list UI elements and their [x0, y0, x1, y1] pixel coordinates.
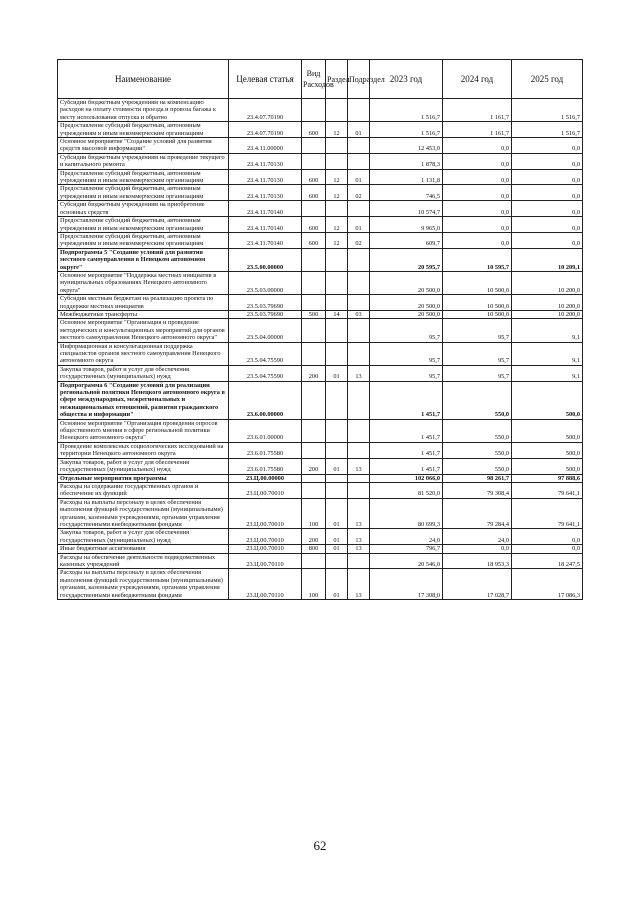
table-row: [58, 169, 583, 185]
table-row: [58, 482, 583, 498]
row-target-code: 23.4.07.70190: [229, 122, 302, 138]
row-subsection: [348, 342, 370, 365]
row-expense-type: [302, 381, 326, 419]
row-value-2024: 0,0: [443, 201, 512, 217]
row-value-2025: 9,1: [512, 342, 583, 365]
row-target-code: 23.6.01.00000: [229, 419, 302, 442]
row-name: Подпрограмма 6 "Создание условий для реализации региональной политики Ненецкого автономного округа в сфере международных, межрегиональных и межнациональных отношений, развития гражданского общества и информации": [58, 381, 229, 419]
table-row: [58, 342, 583, 365]
row-target-code: 23.Ц.00.70010: [229, 545, 302, 553]
row-subsection: 01: [348, 122, 370, 138]
row-name: Предоставление субсидий бюджетным, автономным учреждениям и иным некоммерческим организациям: [58, 217, 229, 233]
row-name: Основное мероприятие "Организация и проведение методических и консультационных мероприятий для органов местного самоуправления Ненецкого автономного округа": [58, 319, 229, 342]
row-value-2023: 95,7: [370, 365, 443, 381]
row-value-2023: 20 595,7: [370, 248, 443, 271]
table-row: [58, 122, 583, 138]
row-section: 12: [326, 232, 348, 248]
row-value-2023: 746,5: [370, 185, 443, 201]
row-value-2025: 0,0: [512, 138, 583, 154]
row-value-2024: 18 953,3: [443, 553, 512, 569]
row-value-2023: 1 131,8: [370, 169, 443, 185]
row-value-2024: 24,0: [443, 529, 512, 545]
header-target: Целевая статья: [229, 60, 302, 99]
row-subsection: [348, 99, 370, 122]
row-section: [326, 442, 348, 458]
row-subsection: 03: [348, 310, 370, 318]
row-target-code: 23.4.11.70130: [229, 185, 302, 201]
row-subsection: [348, 381, 370, 419]
row-value-2025: 0,0: [512, 545, 583, 553]
row-target-code: 23.4.11.70140: [229, 232, 302, 248]
row-section: [326, 553, 348, 569]
row-value-2024: 550,0: [443, 458, 512, 474]
row-value-2023: 95,7: [370, 319, 443, 342]
table-row: [58, 553, 583, 569]
row-target-code: 23.5.04.75590: [229, 342, 302, 365]
row-value-2024: 79 308,4: [443, 482, 512, 498]
header-2023: 2023 год: [370, 60, 443, 99]
row-value-2024: 0,0: [443, 545, 512, 553]
row-section: [326, 419, 348, 442]
table-row: [58, 232, 583, 248]
row-expense-type: [302, 201, 326, 217]
row-value-2023: 20 546,0: [370, 553, 443, 569]
row-value-2025: 0,0: [512, 169, 583, 185]
row-value-2023: 20 500,0: [370, 271, 443, 294]
table-row: [58, 498, 583, 529]
row-subsection: [348, 482, 370, 498]
table-row: [58, 217, 583, 233]
row-value-2025: 0,0: [512, 153, 583, 169]
row-target-code: 23.5.03.79690: [229, 310, 302, 318]
row-value-2023: 1 451,7: [370, 381, 443, 419]
row-name: Предоставление субсидий бюджетным, автономным учреждениям и иным некоммерческим организациям: [58, 169, 229, 185]
row-expense-type: 600: [302, 232, 326, 248]
row-name: Предоставление субсидий бюджетным, автономным учреждениям и иным некоммерческим организациям: [58, 122, 229, 138]
row-subsection: 02: [348, 232, 370, 248]
row-section: [326, 201, 348, 217]
budget-table: [57, 59, 583, 600]
row-name: Субсидии бюджетным учреждениям на приобретение основных средств: [58, 201, 229, 217]
row-value-2024: 95,7: [443, 342, 512, 365]
row-value-2024: 0,0: [443, 185, 512, 201]
row-target-code: 23.Ц.00.70110: [229, 553, 302, 569]
row-value-2024: 1 161,7: [443, 99, 512, 122]
row-expense-type: 500: [302, 310, 326, 318]
row-expense-type: [302, 99, 326, 122]
row-value-2024: 17 028,7: [443, 569, 512, 600]
row-value-2025: 1 516,7: [512, 122, 583, 138]
row-name: Информационная и консультационная поддержка специалистов органов местного самоуправления Ненецкого автономного округа: [58, 342, 229, 365]
row-expense-type: 600: [302, 185, 326, 201]
row-value-2024: 95,7: [443, 319, 512, 342]
row-expense-type: [302, 153, 326, 169]
row-value-2023: 796,7: [370, 545, 443, 553]
row-section: 12: [326, 185, 348, 201]
row-section: 12: [326, 122, 348, 138]
row-value-2025: 10 200,0: [512, 310, 583, 318]
table-row: [58, 545, 583, 553]
row-value-2025: 17 086,3: [512, 569, 583, 600]
table-row: [58, 138, 583, 154]
row-section: 01: [326, 498, 348, 529]
row-section: [326, 482, 348, 498]
row-name: Проведение комплексных социологических исследований на территории Ненецкого автономного округа: [58, 442, 229, 458]
row-name: Закупка товаров, работ и услуг для обеспечения государственных (муниципальных) нужд: [58, 365, 229, 381]
row-value-2024: 0,0: [443, 138, 512, 154]
row-expense-type: 200: [302, 458, 326, 474]
row-section: [326, 153, 348, 169]
row-subsection: 02: [348, 185, 370, 201]
header-expense-type: Вид Расходов: [302, 60, 326, 99]
row-section: 01: [326, 365, 348, 381]
table-row: [58, 529, 583, 545]
row-name: Отдельные мероприятия программы: [58, 474, 229, 482]
row-expense-type: [302, 419, 326, 442]
row-name: Основное мероприятие "Поддержка местных инициатив в муниципальных образованиях Ненецкого автономного округа": [58, 271, 229, 294]
row-expense-type: [302, 553, 326, 569]
row-name: Основное мероприятие "Организация проведения опросов общественного мнения в сфере региональной политики Ненецкого автономного округа": [58, 419, 229, 442]
row-value-2025: 0,0: [512, 201, 583, 217]
row-expense-type: [302, 138, 326, 154]
row-target-code: 23.Ц.00.70010: [229, 529, 302, 545]
row-target-code: 23.6.00.00000: [229, 381, 302, 419]
row-section: [326, 271, 348, 294]
row-value-2024: 0,0: [443, 169, 512, 185]
row-value-2023: 1 451,7: [370, 442, 443, 458]
row-target-code: 23.Ц.00.70010: [229, 498, 302, 529]
table-row: [58, 458, 583, 474]
row-expense-type: [302, 295, 326, 311]
table-header-row: [58, 60, 583, 99]
row-expense-type: 200: [302, 365, 326, 381]
row-name: Предоставление субсидий бюджетным, автономным учреждениям и иным некоммерческим организациям: [58, 232, 229, 248]
row-value-2024: 95,7: [443, 365, 512, 381]
row-subsection: 13: [348, 458, 370, 474]
row-value-2025: 10 200,0: [512, 295, 583, 311]
row-value-2025: 9,1: [512, 365, 583, 381]
row-name: Предоставление субсидий бюджетным, автономным учреждениям и иным некоммерческим организациям: [58, 185, 229, 201]
row-subsection: 13: [348, 498, 370, 529]
row-subsection: [348, 319, 370, 342]
row-section: [326, 295, 348, 311]
row-section: [326, 99, 348, 122]
row-section: 14: [326, 310, 348, 318]
row-name: Межбюджетные трансферты: [58, 310, 229, 318]
row-subsection: 13: [348, 545, 370, 553]
row-value-2024: 0,0: [443, 153, 512, 169]
row-value-2025: 0,0: [512, 529, 583, 545]
row-target-code: 23.5.04.00000: [229, 319, 302, 342]
row-expense-type: 100: [302, 569, 326, 600]
row-target-code: 23.4.11.00000: [229, 138, 302, 154]
row-subsection: [348, 474, 370, 482]
row-section: [326, 248, 348, 271]
row-section: 01: [326, 545, 348, 553]
row-expense-type: [302, 271, 326, 294]
row-target-code: 23.5.00.00000: [229, 248, 302, 271]
row-value-2024: 0,0: [443, 217, 512, 233]
table-row: [58, 474, 583, 482]
row-expense-type: 600: [302, 169, 326, 185]
row-value-2025: 18 247,5: [512, 553, 583, 569]
row-value-2024: 1 161,7: [443, 122, 512, 138]
row-name: Закупка товаров, работ и услуг для обеспечения государственных (муниципальных) нужд: [58, 529, 229, 545]
row-value-2023: 1 516,7: [370, 99, 443, 122]
row-value-2025: 0,0: [512, 232, 583, 248]
row-value-2025: 79 641,1: [512, 498, 583, 529]
row-section: [326, 138, 348, 154]
row-subsection: 01: [348, 217, 370, 233]
table-row: [58, 201, 583, 217]
row-value-2024: 98 261,7: [443, 474, 512, 482]
row-expense-type: 600: [302, 122, 326, 138]
row-value-2025: 0,0: [512, 217, 583, 233]
row-expense-type: 600: [302, 217, 326, 233]
row-value-2024: 0,0: [443, 232, 512, 248]
table-row: [58, 295, 583, 311]
row-section: 01: [326, 529, 348, 545]
row-section: 01: [326, 569, 348, 600]
row-subsection: 01: [348, 169, 370, 185]
row-name: Иные бюджетные ассигнования: [58, 545, 229, 553]
row-value-2023: 9 965,0: [370, 217, 443, 233]
row-value-2023: 80 699,3: [370, 498, 443, 529]
row-value-2024: 550,0: [443, 419, 512, 442]
row-value-2023: 1 878,3: [370, 153, 443, 169]
row-name: Субсидии местным бюджетам на реализацию проекта по поддержке местных инициатив: [58, 295, 229, 311]
table-row: [58, 365, 583, 381]
header-name: Наименование: [58, 60, 229, 99]
row-subsection: [348, 553, 370, 569]
row-name: Расходы на выплаты персоналу в целях обеспечения выполнения функций государственными (муниципальными) органами, казенными учреждениями, органами управления государственными внебюджетными фондами: [58, 569, 229, 600]
row-value-2024: 550,0: [443, 381, 512, 419]
row-target-code: 23.Ц.00.70110: [229, 569, 302, 600]
row-value-2023: 12 453,0: [370, 138, 443, 154]
row-target-code: 23.5.04.75590: [229, 365, 302, 381]
table-row: [58, 419, 583, 442]
table-row: [58, 569, 583, 600]
row-value-2025: 9,1: [512, 319, 583, 342]
row-value-2024: 79 284,4: [443, 498, 512, 529]
table-body: [58, 99, 583, 600]
row-value-2023: 95,7: [370, 342, 443, 365]
row-subsection: [348, 419, 370, 442]
header-2024: 2024 год: [443, 60, 512, 99]
row-value-2024: 10 500,0: [443, 295, 512, 311]
header-section: Раздел: [326, 60, 348, 99]
row-name: Основное мероприятие "Создание условий для развития средств массовой информации": [58, 138, 229, 154]
row-target-code: 23.5.03.00000: [229, 271, 302, 294]
row-subsection: [348, 248, 370, 271]
table-row: [58, 248, 583, 271]
row-value-2024: 10 595,7: [443, 248, 512, 271]
row-value-2023: 17 308,0: [370, 569, 443, 600]
row-subsection: [348, 271, 370, 294]
row-value-2023: 1 516,7: [370, 122, 443, 138]
row-value-2025: 97 888,6: [512, 474, 583, 482]
row-section: 12: [326, 217, 348, 233]
row-value-2025: 79 641,1: [512, 482, 583, 498]
row-value-2025: 0,0: [512, 185, 583, 201]
page-number: 62: [313, 838, 327, 853]
row-value-2025: 10 200,0: [512, 271, 583, 294]
row-section: [326, 474, 348, 482]
row-target-code: 23.4.11.70140: [229, 201, 302, 217]
row-expense-type: 100: [302, 498, 326, 529]
row-section: [326, 342, 348, 365]
row-expense-type: 800: [302, 545, 326, 553]
row-subsection: 13: [348, 529, 370, 545]
row-value-2023: 81 520,0: [370, 482, 443, 498]
table-row: [58, 153, 583, 169]
row-name: Расходы на выплаты персоналу в целях обеспечения выполнения функций государственными (муниципальными) органами, казенными учреждениями, органами управления государственными внебюджетными фондами: [58, 498, 229, 529]
row-value-2024: 550,0: [443, 442, 512, 458]
row-value-2023: 20 500,0: [370, 295, 443, 311]
row-expense-type: [302, 342, 326, 365]
row-name: Расходы на содержание государственных органов и обеспечение их функций: [58, 482, 229, 498]
row-name: Субсидии бюджетным учреждениям на компенсацию расходов на оплату стоимости проезда и провоза багажа к месту использования отпуска и обратно: [58, 99, 229, 122]
row-value-2023: 24,0: [370, 529, 443, 545]
row-target-code: 23.4.11.70130: [229, 169, 302, 185]
row-value-2023: 1 451,7: [370, 458, 443, 474]
row-value-2025: 500,0: [512, 458, 583, 474]
row-subsection: [348, 201, 370, 217]
row-target-code: 23.4.11.70140: [229, 217, 302, 233]
row-target-code: 23.4.11.70130: [229, 153, 302, 169]
row-value-2023: 10 574,7: [370, 201, 443, 217]
row-value-2025: 1 516,7: [512, 99, 583, 122]
row-value-2023: 102 066,0: [370, 474, 443, 482]
row-name: Закупка товаров, работ и услуг для обеспечения государственных (муниципальных) нужд: [58, 458, 229, 474]
row-value-2024: 10 500,0: [443, 271, 512, 294]
row-section: 12: [326, 169, 348, 185]
row-target-code: 23.6.01.75580: [229, 442, 302, 458]
row-subsection: [348, 295, 370, 311]
row-subsection: [348, 138, 370, 154]
row-expense-type: [302, 442, 326, 458]
row-target-code: 23.4.07.70190: [229, 99, 302, 122]
row-section: [326, 381, 348, 419]
table-row: [58, 319, 583, 342]
row-subsection: [348, 442, 370, 458]
row-section: [326, 319, 348, 342]
row-expense-type: [302, 482, 326, 498]
row-value-2023: 609,7: [370, 232, 443, 248]
row-name: Субсидии бюджетным учреждениям на проведение текущего и капитального ремонта: [58, 153, 229, 169]
row-subsection: 13: [348, 365, 370, 381]
row-value-2025: 500,0: [512, 419, 583, 442]
row-target-code: 23.Ц.00.00000: [229, 474, 302, 482]
row-section: 01: [326, 458, 348, 474]
row-expense-type: [302, 248, 326, 271]
row-value-2024: 10 500,0: [443, 310, 512, 318]
row-name: Расходы на обеспечение деятельности подведомственных казенных учреждений: [58, 553, 229, 569]
row-target-code: 23.6.01.75580: [229, 458, 302, 474]
row-name: Подпрограмма 5 "Создание условий для развития местного самоуправления в Ненецком автономном округе": [58, 248, 229, 271]
row-subsection: [348, 153, 370, 169]
row-target-code: 23.5.03.79690: [229, 295, 302, 311]
row-value-2023: 1 451,7: [370, 419, 443, 442]
header-2025: 2025 год: [512, 60, 583, 99]
table-row: [58, 381, 583, 419]
row-expense-type: 200: [302, 529, 326, 545]
table-row: [58, 310, 583, 318]
row-expense-type: [302, 319, 326, 342]
row-value-2025: 500,0: [512, 442, 583, 458]
row-subsection: 13: [348, 569, 370, 600]
table-row: [58, 442, 583, 458]
table-row: [58, 185, 583, 201]
table-row: [58, 99, 583, 122]
table-row: [58, 271, 583, 294]
row-expense-type: [302, 474, 326, 482]
row-value-2023: 20 500,0: [370, 310, 443, 318]
row-target-code: 23.Ц.00.70010: [229, 482, 302, 498]
header-subsection: Подраздел: [348, 60, 370, 99]
row-value-2025: 500,0: [512, 381, 583, 419]
row-value-2025: 10 209,1: [512, 248, 583, 271]
